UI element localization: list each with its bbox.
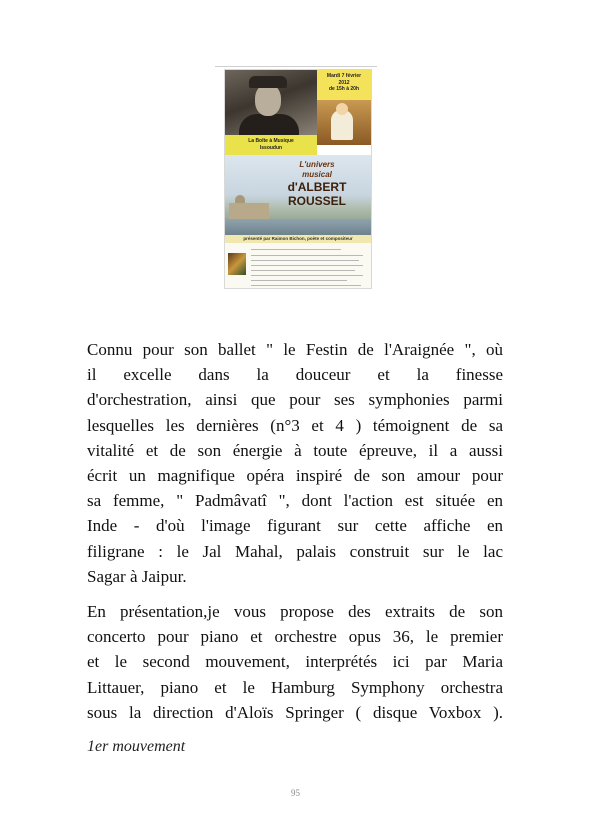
text-line: vitalité et de son énergie à toute épreuve, il a aussi [87, 440, 503, 460]
poster-date: Mardi 7 février 2012 de 15h à 20h [317, 70, 371, 100]
poster-venue: La Boîte à Musique Issoudun [225, 135, 317, 155]
text-line: lesquelles les dernières (n°3 et 4 ) témoignent de sa [87, 415, 503, 435]
text-line: écrit un magnifique opéra inspiré de son amour pour [87, 466, 503, 486]
text-line: Connu pour son ballet " le Festin de l'Araignée ", où [87, 340, 503, 359]
page-number: 95 [291, 788, 300, 798]
performer-photo [317, 100, 371, 145]
audio-caption: 1er mouvement [87, 738, 186, 755]
text-line: d'orchestration, ainsi que pour ses symphonies parmi [87, 390, 503, 410]
text-line: sous la direction d'Aloïs Springer ( disque Voxbox ). [87, 702, 503, 722]
text-line: et le second mouvement, interprétés ici par Maria [87, 652, 503, 672]
text-line: concerto pour piano et orchestre opus 36, le premier [87, 627, 503, 647]
text-line: En présentation,je vous propose des extraits de son [87, 602, 503, 621]
text-line: il excelle dans la douceur et la finesse [87, 365, 503, 385]
poster-presenter: présenté par Raimon Bichon, poète et compositeur [225, 235, 371, 243]
top-divider [215, 66, 377, 67]
text-line: Sagar à Jaipur. [87, 566, 187, 586]
poster-title: L'univers musical d'ALBERT ROUSSEL [287, 160, 347, 208]
text-line: Inde - d'où l'image figurant sur cette affiche en [87, 516, 503, 536]
paragraph-2 [87, 599, 503, 725]
text-line: filigrane : le Jal Mahal, palais construit sur le lac [87, 541, 503, 561]
text-line: Littauer, piano et le Hamburg Symphony orchestra [87, 677, 503, 697]
text-line: sa femme, " Padmâvatî ", dont l'action est située en [87, 491, 503, 511]
paragraph-1 [87, 337, 503, 589]
poster-program-list [225, 243, 371, 288]
album-thumbnail [228, 253, 246, 275]
concert-poster-image [224, 69, 372, 289]
portrait-photo [225, 70, 317, 135]
